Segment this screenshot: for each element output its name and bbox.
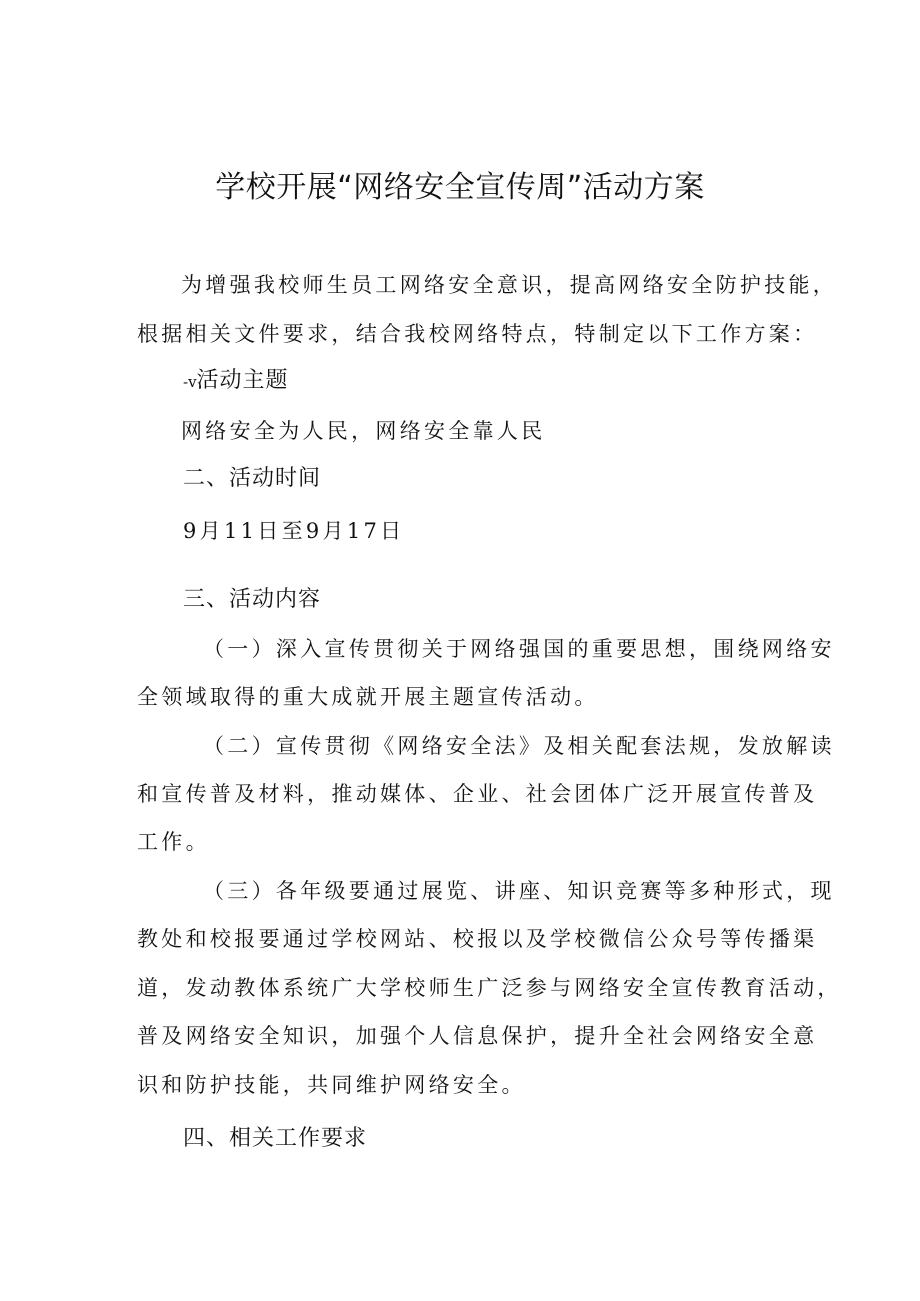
item-3-line-5: 识和防护技能，共同维护网络安全。	[137, 1073, 526, 1097]
intro-line-2: 根据相关文件要求，结合我校网络特点，特制定以下工作方案：	[137, 322, 818, 346]
item-1-line-2: 全领域取得的重大成就开展主题宣传活动。	[137, 685, 599, 709]
item-2-line-1: （二）宣传贯彻《网络安全法》及相关配套法规，发放解读	[203, 734, 835, 758]
section-4-heading: 四、相关工作要求	[183, 1126, 368, 1151]
item-3-line-4: 普及网络安全知识，加强个人信息保护，提升全社会网络安全意	[137, 1024, 818, 1048]
section-1-heading	[183, 366, 289, 397]
intro-line-1: 为增强我校师生员工网络安全意识，提高网络安全防护技能，	[181, 273, 838, 297]
item-2-line-2: 和宣传普及材料，推动媒体、企业、社会团体广泛开展宣传普及	[137, 782, 818, 806]
section-1-body: 网络安全为人民，网络安全靠人民	[181, 419, 546, 443]
section-1-title: 活动主题	[196, 368, 289, 393]
document-title: 学校开展“网络安全宣传周”活动方案	[215, 170, 705, 205]
section-2-heading: 二、活动时间	[183, 466, 322, 491]
section-1-prefix: -v	[183, 373, 197, 391]
item-1-line-1: （一）深入宣传贯彻关于网络强国的重要思想，围绕网络安	[203, 637, 835, 661]
item-2-line-3: 工作。	[137, 830, 210, 854]
section-3-heading: 三、活动内容	[183, 587, 322, 612]
item-3-line-3: 道，发动教体系统广大学校师生广泛参与网络安全宣传教育活动，	[137, 976, 842, 1000]
item-3-line-2: 教处和校报要通过学校网站、校报以及学校微信公众号等传播渠	[137, 927, 818, 951]
item-3-line-1: （三）各年级要通过展览、讲座、知识竞赛等多种形式，现	[203, 879, 835, 903]
section-2-body: 9月11日至9月17日	[183, 519, 405, 543]
